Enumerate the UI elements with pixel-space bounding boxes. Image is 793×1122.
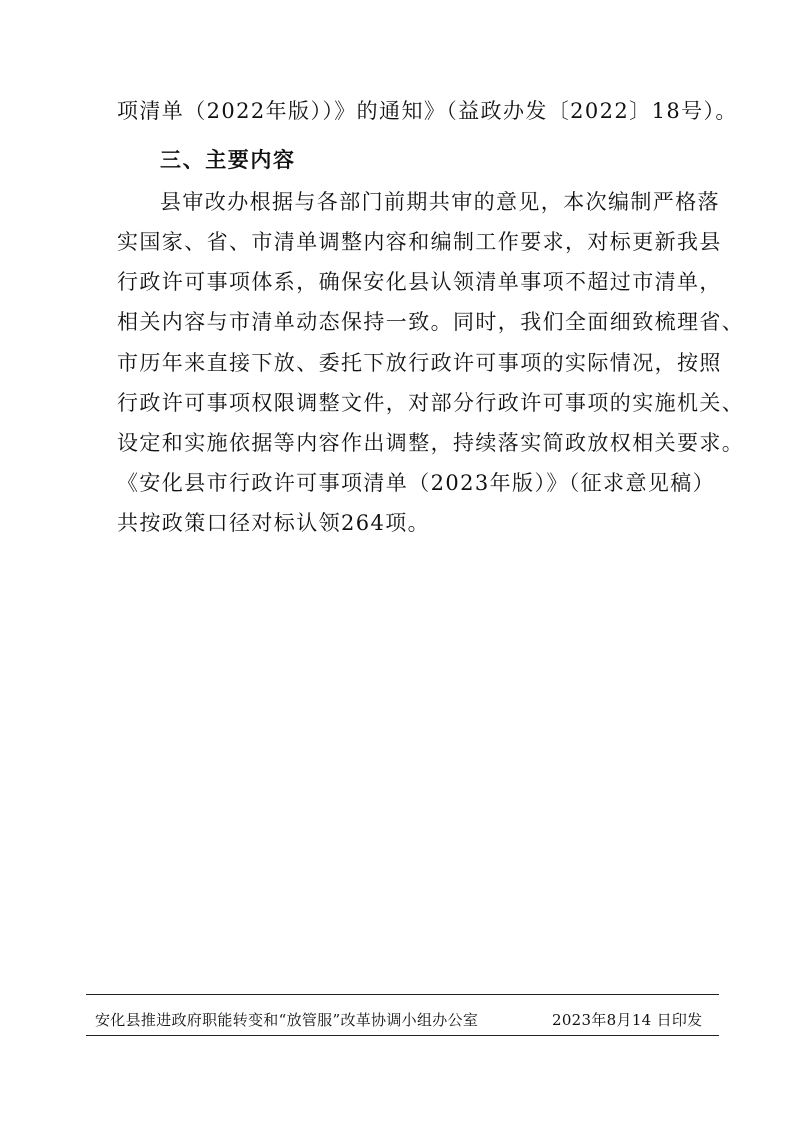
footer-top-rule: [86, 994, 719, 995]
paragraph-line-8: 设定和实施依据等内容作出调整，持续落实简政放权相关要求。: [117, 431, 745, 455]
footer-issuer: 安化县推进政府职能转变和“放管服”改革协调小组办公室: [95, 1011, 479, 1029]
paragraph-line-5: 相关内容与市清单动态保持一致。同时，我们全面细致梳理省、: [117, 310, 745, 334]
paragraph-line-3: 实国家、省、市清单调整内容和编制工作要求，对标更新我县: [117, 230, 722, 254]
footer-bottom-rule: [86, 1035, 719, 1036]
footer-date: 2023年8月14 日印发: [552, 1011, 703, 1029]
paragraph-line-4: 行政许可事项体系，确保安化县认领清单事项不超过市清单，: [117, 270, 722, 294]
paragraph-line-9: 《安化县市行政许可事项清单（2023年版）》（征求意见稿）: [117, 471, 716, 495]
paragraph-line-2: 县审改办根据与各部门前期共审的意见，本次编制严格落: [160, 190, 720, 214]
section-heading: 三、主要内容: [160, 148, 296, 172]
paragraph-line-6: 市历年来直接下放、委托下放行政许可事项的实际情况，按照: [117, 351, 722, 375]
paragraph-line-1: 项清单（2022年版））》的通知》（益政办发〔2022〕18号）。: [117, 99, 738, 123]
paragraph-line-7: 行政许可事项权限调整文件，对部分行政许可事项的实施机关、: [117, 391, 745, 415]
paragraph-line-10: 共按政策口径对标认领264项。: [117, 511, 431, 535]
